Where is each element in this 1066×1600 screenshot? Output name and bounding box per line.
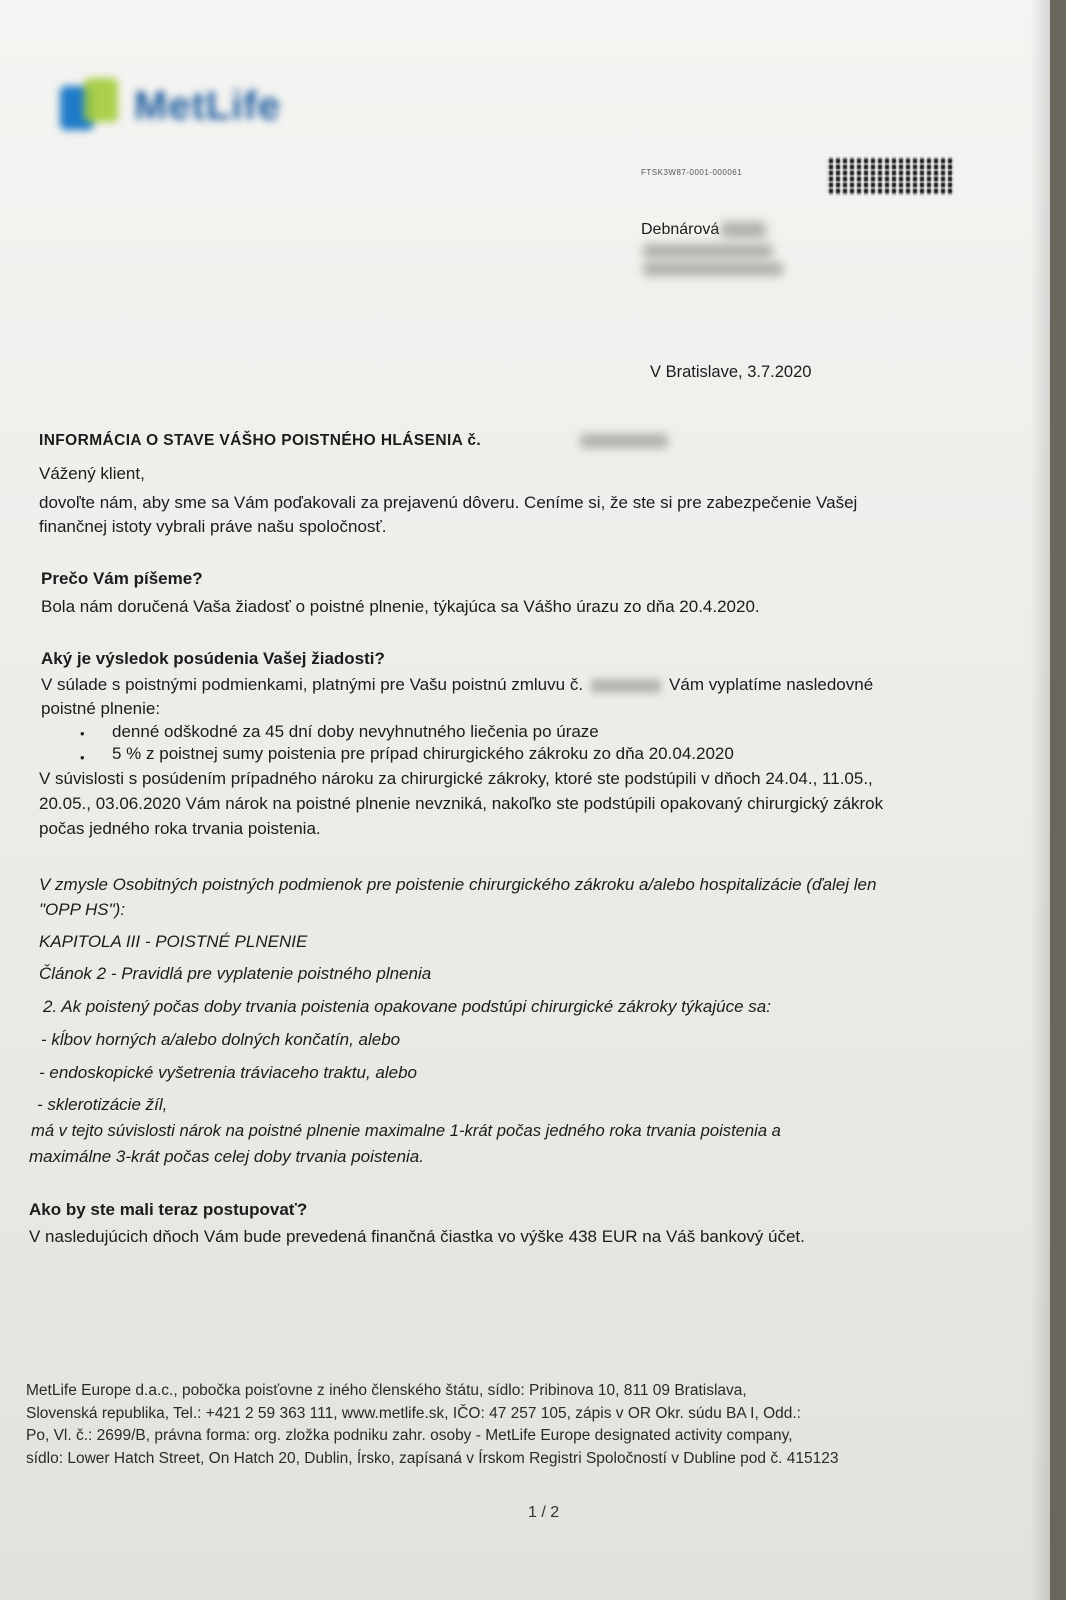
salutation: Vážený klient,: [39, 464, 145, 483]
surgery-line-3: počas jedného roka trvania poistenia.: [39, 819, 321, 838]
limit-line-1: má v tejto súvislosti nárok na poistné plnenie maximalne 1-krát počas jedného roka trvania poistenia a: [31, 1121, 781, 1140]
bullet-icon: •: [80, 750, 85, 765]
footer-line-3: Po, Vl. č.: 2699/B, právna forma: org. zložka podniku zahr. osoby - MetLife Europe designated activity company,: [26, 1427, 793, 1444]
surgery-line-2: 20.05., 03.06.2020 Vám nárok na poistné plnenie nevzniká, nakoľko ste podstúpili opakovaný chirurgický zákrok: [39, 794, 884, 813]
clause-text: 2. Ak poistený počas doby trvania poistenia opakovane podstúpi chirurgické zákroky týkajúce sa:: [43, 997, 771, 1016]
recipient-name: Debnárová: [641, 221, 720, 238]
clause-item-1: - kĺbov horných a/alebo dolných končatín, alebo: [41, 1030, 401, 1049]
result-line-1: [41, 673, 873, 697]
opp-line-1: V zmysle Osobitných poistných podmienok pre poistenie chirurgického zákroku a/alebo hospitalizácie (ďalej len: [39, 875, 877, 894]
place-date: V Bratislave, 3.7.2020: [650, 363, 812, 381]
footer-line-2: Slovenská republika, Tel.: +421 2 59 363 111, www.metlife.sk, IČO: 47 257 105, zápis v OR Okr. súdu BA I, Odd.:: [26, 1404, 801, 1422]
heading-next-steps: Ako by ste mali teraz postupovať?: [29, 1200, 308, 1219]
recipient-address-redacted: [641, 222, 786, 282]
heading-result: Aký je výsledok posúdenia Vašej žiadosti?: [41, 649, 385, 668]
clause-item-3: - sklerotizácie žíl,: [37, 1095, 168, 1114]
result-line-1-end: Vám vyplatíme nasledovné: [669, 675, 874, 694]
result-line-2: poistné plnenie:: [41, 699, 161, 718]
limit-line-2: maximálne 3-krát počas celej doby trvania poistenia.: [29, 1147, 424, 1166]
claim-number-redacted: [580, 432, 670, 450]
next-steps-text: V nasledujúcich dňoch Vám bude prevedená finančná čiastka vo výške 438 EUR na Váš bankový účet.: [29, 1227, 805, 1246]
article-title: Článok 2 - Pravidlá pre vyplatenie poistného plnenia: [39, 964, 432, 983]
intro-line-2: finančnej istoty vybrali práve našu spoločnosť.: [39, 517, 387, 536]
why-text: Bola nám doručená Vaša žiadosť o poistné plnenie, týkajúca sa Vášho úrazu zo dňa 20.4.2020.: [41, 597, 760, 616]
chapter-title: KAPITOLA III - POISTNÉ PLNENIE: [39, 932, 308, 951]
surgery-line-1: V súvislosti s posúdením prípadného nároku za chirurgické zákroky, ktoré ste podstúpili v dňoch 24.04., 11.05.,: [39, 769, 873, 788]
barcode-icon: [826, 157, 954, 195]
bullet-item-2: 5 % z poistnej sumy poistenia pre prípad chirurgického zákroku zo dňa 20.04.2020: [112, 744, 734, 763]
page-number: 1 / 2: [528, 1504, 560, 1521]
footer-line-1: MetLife Europe d.a.c., pobočka poisťovne z iného členského štátu, sídlo: Pribinova 10, 811 09 Bratislava,: [26, 1382, 747, 1399]
clause-item-2: - endoskopické vyšetrenia tráviaceho traktu, alebo: [39, 1063, 417, 1082]
letter-subject: INFORMÁCIA O STAVE VÁŠHO POISTNÉHO HLÁSENIA č.: [39, 432, 482, 449]
intro-line-1: dovoľte nám, aby sme sa Vám poďakovali za prejavenú dôveru. Ceníme si, že ste si pre zabezpečenie Vašej: [39, 493, 858, 512]
opp-line-2: "OPP HS"):: [39, 900, 126, 919]
company-footer: [26, 1380, 838, 1470]
logo-text: MetLife: [134, 83, 281, 128]
reference-code: FTSK3W87-0001-000061: [641, 168, 743, 177]
paper-edge-shadow: [1030, 0, 1050, 1600]
bullet-item-1: denné odškodné za 45 dní doby nevyhnutného liečenia po úraze: [112, 722, 599, 741]
logo-mark-icon: [60, 78, 120, 134]
heading-why: Prečo Vám píšeme?: [41, 569, 203, 588]
policy-number-redacted: [591, 679, 661, 693]
footer-line-4: sídlo: Lower Hatch Street, On Hatch 20, Dublin, Írsko, zapísaná v Írskom Registri Spoločností v Dubline pod č. 415123: [26, 1449, 839, 1467]
company-logo: [60, 78, 281, 134]
result-line-1-start: V súlade s poistnými podmienkami, platnými pre Vašu poistnú zmluvu č.: [41, 675, 584, 694]
bullet-icon: •: [80, 726, 85, 741]
